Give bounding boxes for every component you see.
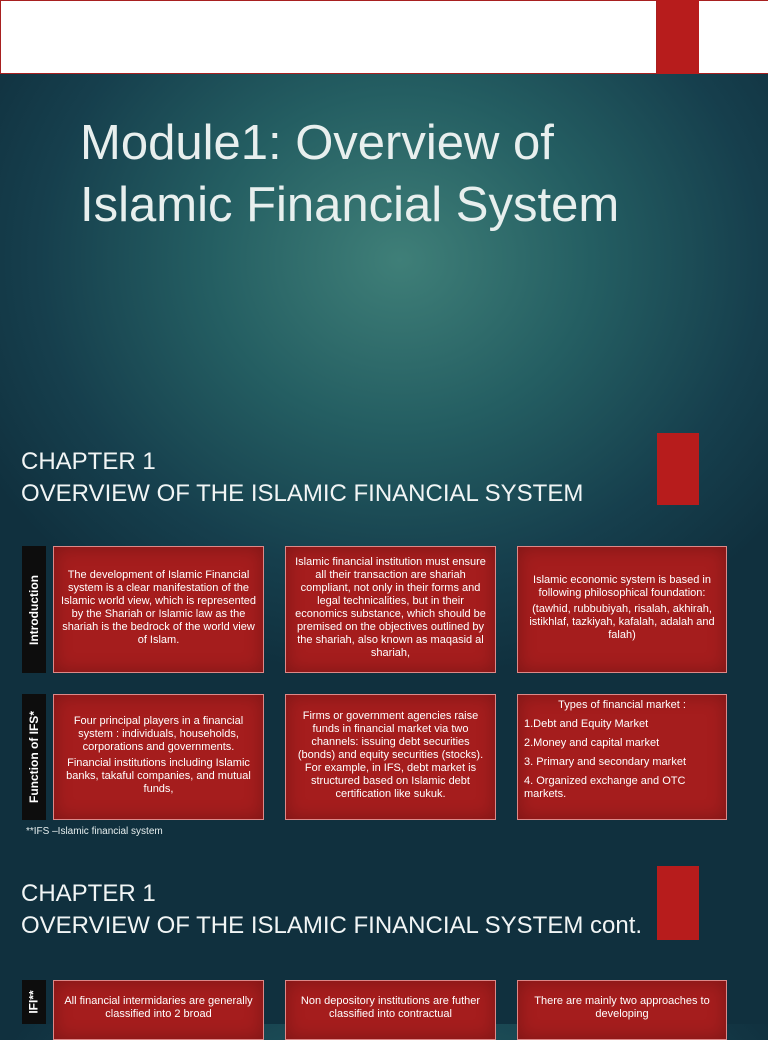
intro-box-3: Islamic economic system is based in following philosophical foundation: (tawhid, rubbubiyah, risalah, akhirah, istikhlaf, tazkiyah, kafalah, adalah and falah) — [517, 546, 727, 673]
row-label-introduction: Introduction — [22, 546, 46, 673]
function-box-2: Firms or government agencies raise funds in financial market via two channels: issuing debt securities (bonds) and equity securities (stocks). For example, in IFS, debt market is structured based on Islamic debt certification like sukuk. — [285, 694, 496, 820]
intro-box-1: The development of Islamic Financial system is a clear manifestation of the Islamic world view, which is represented by the Shariah or Islamic law as the shariah is the bedrock of the world view of Islam. — [53, 546, 264, 673]
top-banner-red-accent — [657, 0, 699, 74]
market-type-item: 1.Debt and Equity Market — [524, 718, 649, 730]
chapter-number: CHAPTER 1 — [21, 448, 156, 475]
market-type-item: 2.Money and capital market — [524, 737, 660, 749]
market-type-item: 4. Organized exchange and OTC markets. — [524, 775, 686, 800]
row-label-ifi: IFI** — [22, 980, 46, 1024]
top-banner-white-right — [699, 0, 768, 74]
slide-title: Module1: Overview of Islamic Financial System — [80, 116, 620, 232]
chapter-title: OVERVIEW OF THE ISLAMIC FINANCIAL SYSTEM cont. — [21, 912, 643, 939]
row-label-function: Function of IFS* — [22, 694, 46, 820]
market-type-item: 3. Primary and secondary market — [524, 756, 687, 768]
function-box-3 — [517, 694, 727, 820]
chapter-heading-2 — [21, 878, 642, 942]
intro-box-2: Islamic financial institution must ensure all their transaction are shariah compliant, not only in their forms and legal technicalities, but in their economics substance, which should be premised on the objectives outlined by the shariah, also known as maqasid al shariah, — [285, 546, 496, 673]
chapter-title: OVERVIEW OF THE ISLAMIC FINANCIAL SYSTEM — [21, 480, 584, 507]
chapter-number: CHAPTER 1 — [21, 880, 156, 907]
top-banner-white — [0, 0, 657, 74]
function-box-1: Four principal players in a financial system : individuals, households, corporations and governments. Financial institutions including Islamic banks, takaful companies, and mutual funds, — [53, 694, 264, 820]
market-types-heading: Types of financial market : — [558, 699, 686, 711]
chapter-heading-1 — [21, 446, 583, 510]
footnote: **IFS –Islamic financial system — [26, 826, 163, 837]
red-accent-block — [657, 866, 699, 940]
ifi-box-3: There are mainly two approaches to developing — [517, 980, 727, 1040]
ifi-box-2: Non depository institutions are futher classified into contractual — [285, 980, 496, 1040]
ifi-box-1: All financial intermidaries are generally classified into 2 broad — [53, 980, 264, 1040]
red-accent-block — [657, 433, 699, 505]
